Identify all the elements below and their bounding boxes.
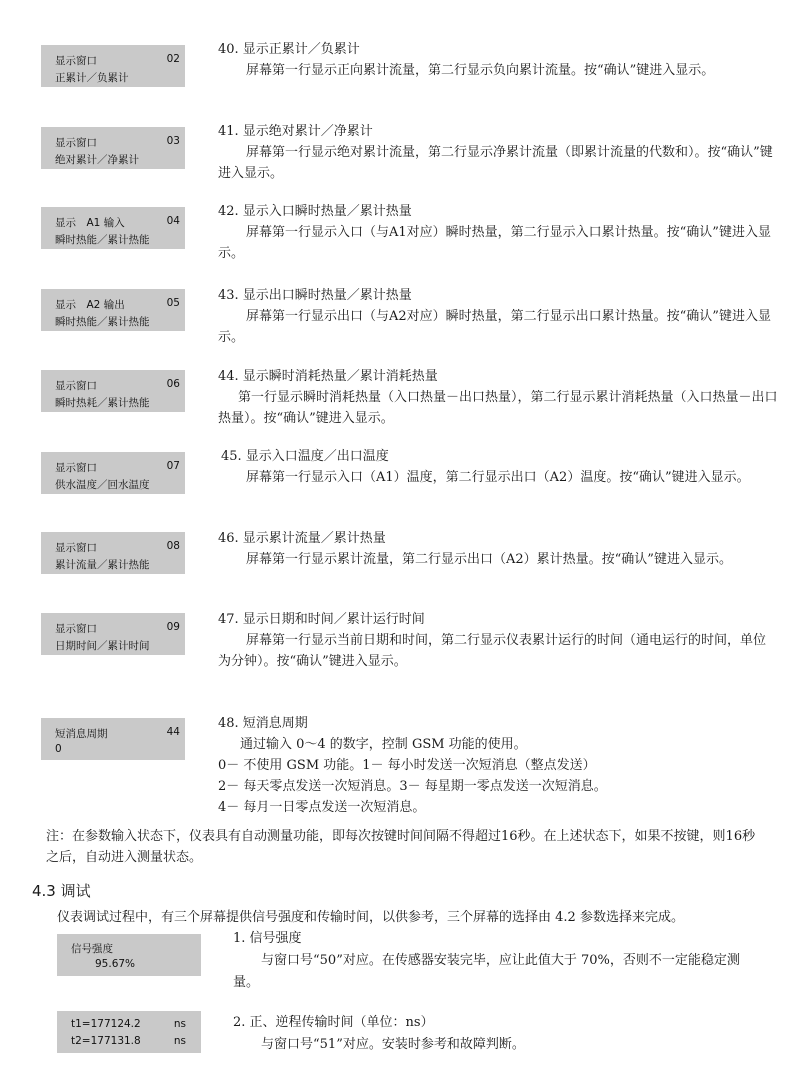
lcd-line-1: 显示窗口 (55, 55, 97, 67)
entry-48 (218, 713, 778, 818)
entry-body: 屏幕第一行显示正向累计流量，第二行显示负向累计流量。按“确认”键进入显示。 (246, 63, 715, 78)
lcd-window-number: 04 (166, 215, 180, 227)
lcd-window-number: 44 (166, 726, 180, 738)
entry-body: 屏幕第一行显示入口（与A1对应）瞬时热量，第二行显示入口累计热量。按“确认”键进入显示。 (218, 225, 771, 261)
entry-body: 屏幕第一行显示累计流量，第二行显示出口（A2）累计热量。按“确认”键进入显示。 (246, 552, 732, 567)
lcd-line-2: 瞬时热能／累计热能 (55, 234, 150, 246)
entry-body: 屏幕第一行显示当前日期和时间，第二行显示仪表累计运行的时间（通电运行的时间，单位为分钟）。按“确认”键进入显示。 (218, 633, 767, 669)
lcd-window-44 (41, 718, 185, 760)
lcd-t2-unit: ns (173, 1035, 186, 1047)
entry-title: 48. 短消息周期 (218, 716, 308, 731)
entry-40 (218, 39, 778, 81)
entry-title: 45. 显示入口温度／出口温度 (221, 449, 389, 464)
lcd-window-03 (41, 127, 185, 169)
lcd-window-number: 07 (166, 460, 180, 472)
entry-body: 第一行显示瞬时消耗热量（入口热量－出口热量），第二行显示累计消耗热量（入口热量－出口热量）。按“确认”键进入显示。 (218, 390, 778, 426)
entry-47 (218, 609, 778, 672)
lcd-window-number: 03 (166, 135, 180, 147)
lcd-line-1: 显示 A1 输入 (55, 217, 125, 229)
lcd-line-1: 显示窗口 (55, 137, 97, 149)
entry-title: 44. 显示瞬时消耗热量／累计消耗热量 (218, 369, 438, 384)
lcd-t2: t2=177131.8 (71, 1035, 141, 1047)
entry-body: 屏幕第一行显示出口（与A2对应）瞬时热量，第二行显示出口累计热量。按“确认”键进入显示。 (218, 309, 771, 345)
entry-46 (218, 528, 778, 570)
lcd-line-2: 绝对累计／净累计 (55, 154, 139, 166)
entry-title: 40. 显示正累计／负累计 (218, 42, 360, 57)
entry-title: 43. 显示出口瞬时热量／累计热量 (218, 288, 412, 303)
entry-title: 46. 显示累计流量／累计热量 (218, 531, 386, 546)
lcd-line-1: 显示窗口 (55, 462, 97, 474)
lcd-window-number: 09 (166, 621, 180, 633)
entry-body-line: 2－ 每天零点发送一次短消息。3－ 每星期一零点发送一次短消息。 (218, 779, 607, 794)
lcd-signal-strength (57, 934, 201, 976)
entry-body: 屏幕第一行显示入口（A1）温度，第二行显示出口（A2）温度。按“确认”键进入显示。 (246, 470, 750, 485)
debug-item-title: 1. 信号强度 (233, 931, 302, 946)
lcd-line-2: 累计流量／累计热能 (55, 559, 150, 571)
lcd-line-2: 瞬时热能／累计热能 (55, 316, 150, 328)
lcd-line-2: 瞬时热耗／累计热能 (55, 397, 150, 409)
lcd-window-number: 02 (166, 53, 180, 65)
lcd-t1-unit: ns (173, 1018, 186, 1030)
lcd-value: 95.67% (95, 958, 136, 970)
entry-title: 47. 显示日期和时间／累计运行时间 (218, 612, 425, 627)
lcd-window-04 (41, 207, 185, 249)
lcd-window-05 (41, 289, 185, 331)
debug-item-body: 与窗口号“50”对应。在传感器安装完毕，应让此值大于 70%，否则不一定能稳定测量。 (233, 953, 740, 990)
entry-body-line: 4－ 每月一日零点发送一次短消息。 (218, 800, 426, 815)
lcd-line-1: 显示窗口 (55, 623, 97, 635)
entry-42 (218, 201, 778, 264)
section-intro: 仪表调试过程中，有三个屏幕提供信号强度和传输时间，以供参考，三个屏幕的选择由 4.2 参数选择来完成。 (57, 910, 684, 925)
debug-item-body: 与窗口号“51”对应。安装时参考和故障判断。 (261, 1037, 525, 1052)
entry-43 (218, 285, 778, 348)
lcd-window-number: 05 (166, 297, 180, 309)
lcd-window-number: 06 (166, 378, 180, 390)
entry-44 (218, 366, 778, 429)
debug-item-signal (233, 928, 743, 994)
lcd-t1: t1=177124.2 (71, 1018, 141, 1030)
lcd-window-09 (41, 613, 185, 655)
section-heading: 4.3 调试 (32, 882, 91, 900)
entry-body-line: 0－ 不使用 GSM 功能。1－ 每小时发送一次短消息（整点发送） (218, 758, 596, 773)
lcd-line-2: 0 (55, 743, 62, 755)
entry-title: 42. 显示入口瞬时热量／累计热量 (218, 204, 412, 219)
entry-41 (218, 121, 778, 184)
lcd-window-number: 08 (166, 540, 180, 552)
lcd-transit-time (57, 1011, 201, 1053)
lcd-line-2: 供水温度／回水温度 (55, 479, 150, 491)
entry-body-line: 通过输入 0～4 的数字，控制 GSM 功能的使用。 (240, 737, 527, 752)
lcd-line-1: 显示窗口 (55, 542, 97, 554)
lcd-window-02 (41, 45, 185, 87)
entry-title: 41. 显示绝对累计／净累计 (218, 124, 373, 139)
lcd-line-1: 短消息周期 (55, 728, 108, 740)
note-paragraph: 注：在参数输入状态下，仪表具有自动测量功能，即每次按键时间间隔不得超过16秒。在上述状态下，如果不按键，则16秒之后，自动进入测量状态。 (46, 829, 756, 865)
lcd-line-1: 显示 A2 输出 (55, 299, 125, 311)
debug-item-transit (233, 1012, 743, 1056)
lcd-window-07 (41, 452, 185, 494)
lcd-window-06 (41, 370, 185, 412)
lcd-window-08 (41, 532, 185, 574)
lcd-label: 信号强度 (71, 943, 113, 955)
lcd-line-2: 日期时间／累计时间 (55, 640, 150, 652)
lcd-line-2: 正累计／负累计 (55, 72, 129, 84)
debug-item-title: 2. 正、逆程传输时间（单位：ns） (233, 1015, 434, 1030)
entry-45 (218, 446, 778, 488)
entry-body: 屏幕第一行显示绝对累计流量，第二行显示净累计流量（即累计流量的代数和）。按“确认”键进入显示。 (218, 145, 773, 181)
lcd-line-1: 显示窗口 (55, 380, 97, 392)
